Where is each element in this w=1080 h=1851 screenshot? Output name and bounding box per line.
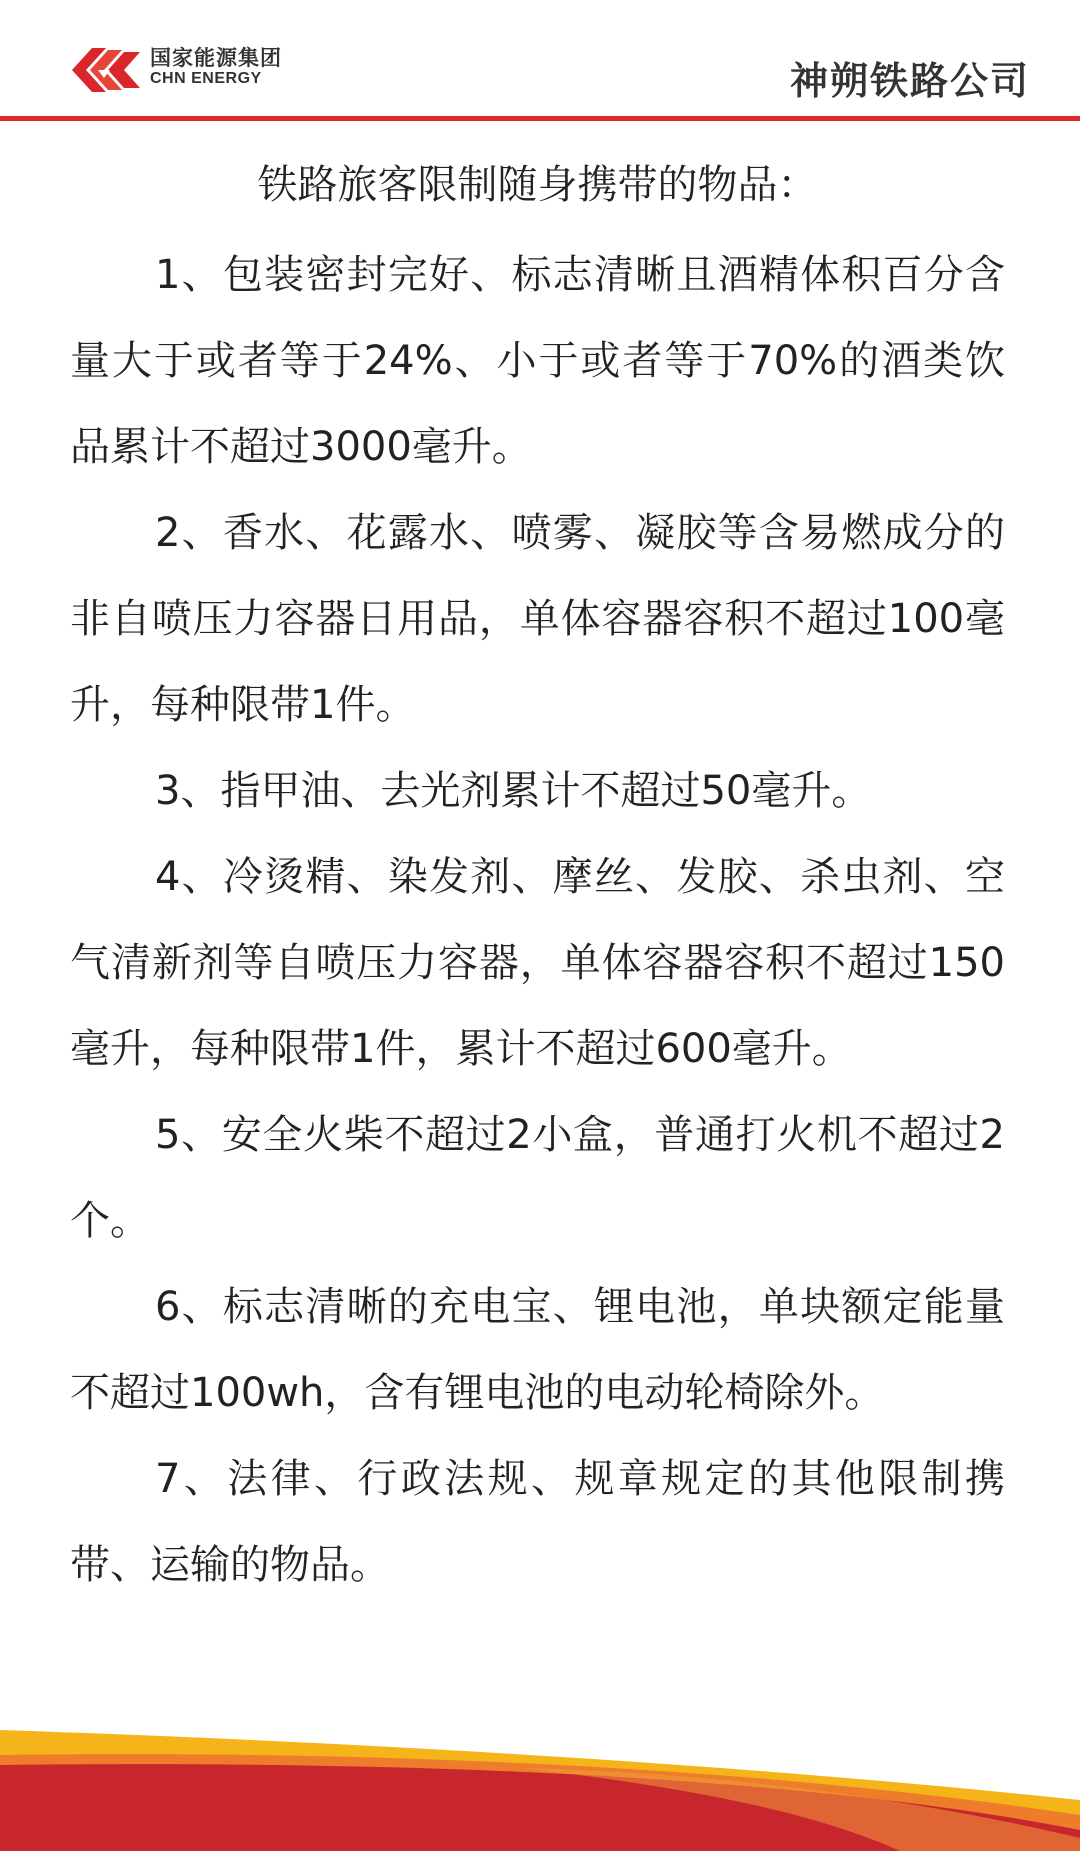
- company-name: 神朔铁路公司: [789, 59, 1030, 103]
- logo-text: [150, 46, 282, 88]
- chn-energy-logo-icon: [68, 40, 144, 98]
- notice-item: 2、香水、花露水、喷雾、凝胶等含易燃成分的非自喷压力容器日用品，单体容器容积不超过100毫升，每种限带1件。: [70, 510, 1005, 728]
- notice-item: 7、法律、行政法规、规章规定的其他限制携带、运输的物品。: [70, 1456, 1005, 1588]
- logo-text-chinese: 国家能源集团: [150, 46, 282, 70]
- notice-item: 5、安全火柴不超过2小盒，普通打火机不超过2个。: [70, 1112, 1005, 1244]
- notice-title: 铁路旅客限制随身携带的物品：: [257, 162, 818, 208]
- notice-item: 6、标志清晰的充电宝、锂电池，单块额定能量不超过100wh，含有锂电池的电动轮椅除外。: [70, 1284, 1005, 1416]
- footer-wave-decoration: [0, 1720, 1080, 1851]
- logo-text-english: CHN ENERGY: [150, 70, 262, 87]
- header-divider: [0, 116, 1080, 121]
- notice-content: [70, 150, 1005, 1608]
- notice-item: 3、指甲油、去光剂累计不超过50毫升。: [155, 768, 872, 814]
- notice-item: 1、包装密封完好、标志清晰且酒精体积百分含量大于或者等于24%、小于或者等于70%的酒类饮品累计不超过3000毫升。: [70, 252, 1005, 470]
- notice-item: 4、冷烫精、染发剂、摩丝、发胶、杀虫剂、空气清新剂等自喷压力容器，单体容器容积不超过150毫升，每种限带1件，累计不超过600毫升。: [70, 854, 1005, 1072]
- header: [0, 0, 1080, 118]
